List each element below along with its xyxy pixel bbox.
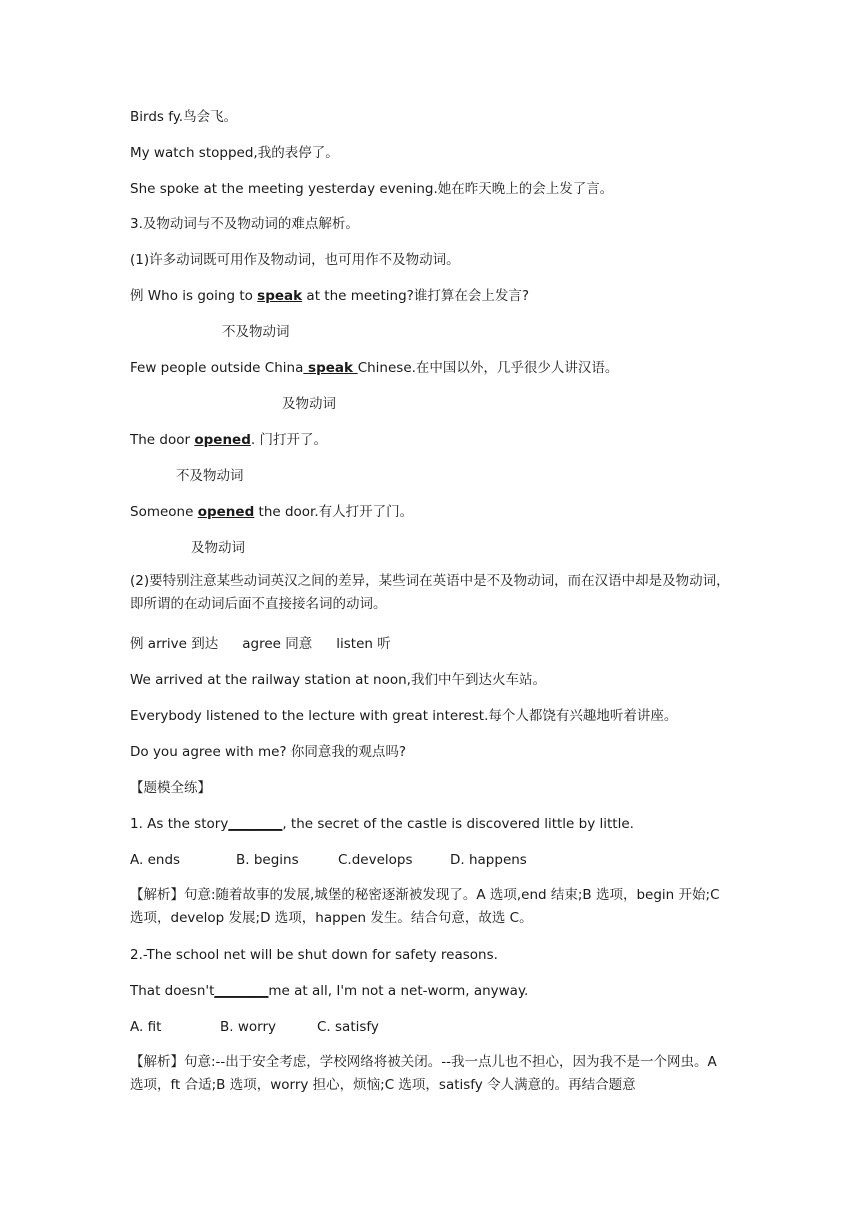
stem-part: 1. As the story [130,816,229,832]
text-line: Do you agree with me? 你同意我的观点吗? [130,744,407,760]
sentence-part: Someone [130,504,198,520]
sentence-part: Chinese.在中国以外，几乎很少人讲汉语。 [357,360,619,376]
option: C.develops [338,852,413,868]
verb-type-label: 不及物动词 [176,468,244,484]
sentence-part: . 门打开了。 [250,432,327,448]
option: D. happens [450,852,527,868]
sentence-part: the door.有人打开了门。 [254,504,414,520]
word-pair: 例 arrive 到达 [130,636,219,652]
text-line: She spoke at the meeting yesterday evening.她在昨天晚上的会上发了言。 [130,181,614,197]
section-heading: 3.及物动词与不及物动词的难点解析。 [130,216,359,232]
sentence-part: 例 Who is going to [130,288,258,304]
question-stem: 2.-The school net will be shut down for safety reasons. [130,947,498,963]
verb-type-label: 不及物动词 [222,324,290,340]
verb-type-label: 及物动词 [282,396,336,412]
text-line: My watch stopped,我的表停了。 [130,145,339,161]
underlined-verb: speak [303,360,358,376]
example-sentence [130,286,529,306]
sentence-part: The door [130,432,195,448]
question-stem [130,814,634,834]
answer-blank: ________ [214,983,269,999]
underlined-verb: opened [194,432,251,448]
text-line: Everybody listened to the lecture with great interest.每个人都饶有兴趣地听着讲座。 [130,708,678,724]
option: C. satisfy [317,1019,379,1035]
word-pair: agree 同意 [242,636,313,652]
sentence-part: Few people outside China [130,360,304,376]
verb-type-label: 及物动词 [191,540,245,556]
underlined-verb: opened [197,504,255,520]
text-line: Birds fy.鸟会飞。 [130,109,238,125]
section-heading: 【题模全练】 [130,780,211,796]
example-sentence [130,502,413,522]
example-sentence [130,358,618,378]
stem-part: me at all, I'm not a net-worm, anyway. [268,983,529,999]
sentence-part: at the meeting?谁打算在会上发言? [302,288,529,304]
question-options [130,850,527,870]
option: A. ends [130,852,181,868]
option: B. worry [220,1019,276,1035]
paragraph: (2)要特别注意某些动词英汉之间的差异，某些词在英语中是不及物动词，而在汉语中却是及物动词，即所谓的在动词后面不直接接名词的动词。 [130,573,730,612]
stem-part: , the secret of the castle is discovered little by little. [282,816,634,832]
word-pair: listen 听 [336,636,391,652]
example-sentence [130,430,327,450]
stem-part: That doesn't [130,983,215,999]
example-words [130,634,391,654]
question-options [130,1017,379,1037]
question-stem [130,981,528,1001]
text-line: We arrived at the railway station at noon,我们中午到达火车站。 [130,672,546,688]
underlined-verb: speak [257,288,303,304]
explanation: 【解析】句意:随着故事的发展,城堡的秘密逐渐被发现了。A 选项,end 结束;B 选项，begin 开始;C 选项，develop 发展;D 选项，happen 发生。结合句意，故选 C。 [130,887,720,926]
option: B. begins [236,852,299,868]
explanation: 【解析】句意:--出于安全考虑，学校网络将被关闭。--我一点儿也不担心，因为我不是一个网虫。A 选项，ft 合适;B 选项，worry 担心，烦恼;C 选项，satisfy 令人满意的。再结合题意 [130,1054,717,1093]
text-line: (1)许多动词既可用作及物动词，也可用作不及物动词。 [130,252,460,268]
option: A. fit [130,1019,162,1035]
answer-blank: ________ [228,816,283,832]
